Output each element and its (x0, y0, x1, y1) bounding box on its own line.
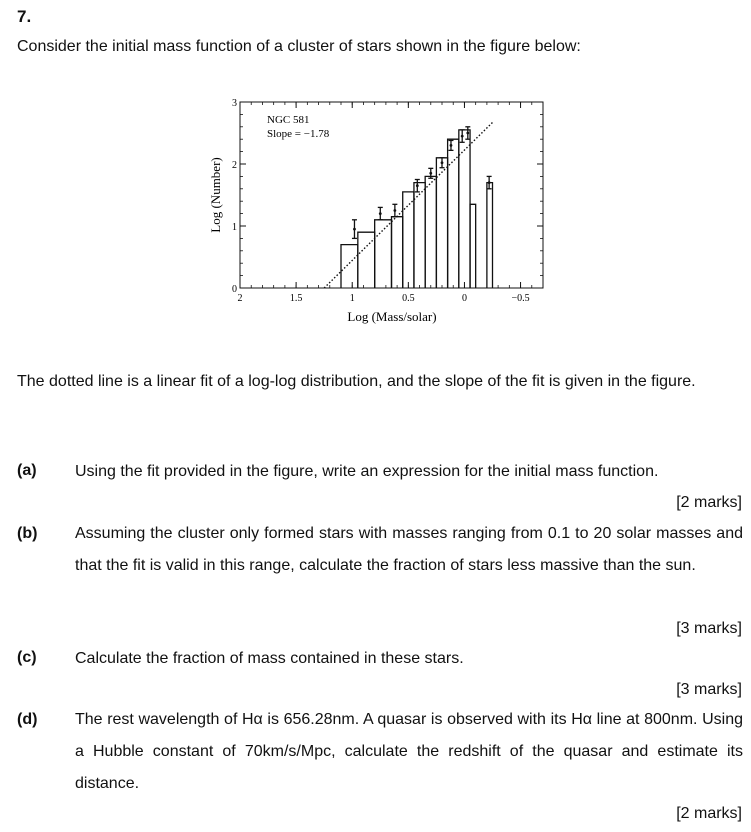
fit-description: The dotted line is a linear fit of a log-log distribution, and the slope of the fit is given in the figure. (17, 373, 696, 390)
histogram-bin (448, 139, 459, 288)
histogram-bin (341, 245, 358, 288)
y-tick-label: 0 (232, 284, 237, 295)
y-tick-label: 3 (232, 98, 237, 109)
part-label-b: (b) (17, 525, 38, 542)
histogram-bin (425, 176, 436, 288)
data-point (393, 209, 396, 212)
y-tick-label: 1 (232, 222, 237, 233)
part-marks-b: [3 marks] (676, 620, 742, 637)
histogram-bin (414, 183, 425, 288)
part-label-c: (c) (17, 649, 37, 666)
x-axis-label: Log (Mass/solar) (347, 309, 437, 324)
x-tick-label: 0.5 (402, 293, 415, 304)
part-marks-a: [2 marks] (676, 494, 742, 511)
fit-line (324, 122, 492, 288)
histogram-bin (470, 204, 476, 288)
histogram-bin (436, 158, 447, 288)
part-text-b: Assuming the cluster only formed stars with masses ranging from 0.1 to 20 solar masses and that the fit is valid in this range, calculate the fraction of stars less massive than the sun. (75, 525, 743, 574)
x-tick-label: 0 (461, 293, 467, 304)
histogram-bin (487, 183, 493, 288)
data-point (466, 132, 469, 135)
y-axis-label: Log (Number) (208, 157, 223, 233)
data-point (441, 161, 444, 164)
histogram-bin (459, 130, 470, 288)
chart-title: NGC 581 (267, 114, 310, 126)
y-tick-label: 2 (232, 160, 237, 171)
histogram-bin (375, 220, 392, 288)
histogram-bin (392, 217, 403, 288)
part-text-c: Calculate the fraction of mass contained in these stars. (75, 650, 464, 667)
data-point (461, 135, 464, 138)
x-tick-label: −0.5 (511, 293, 530, 304)
intro-text: Consider the initial mass function of a cluster of stars shown in the figure below: (17, 38, 581, 55)
x-tick-label: 1.5 (289, 293, 303, 304)
part-label-a: (a) (17, 462, 37, 479)
part-text-d: The rest wavelength of Hα is 656.28nm. A quasar is observed with its Hα line at 800nm. Using a Hubble constant of 70km/s/Mpc, calculate the redshift of the quasar and estimate its distance. (75, 711, 743, 792)
data-point (429, 172, 432, 175)
data-point (488, 181, 491, 184)
chart-histogram (341, 130, 493, 288)
data-point (379, 212, 382, 215)
x-tick-label: 1 (349, 293, 355, 304)
x-tick-label: 2 (237, 293, 243, 304)
part-label-d: (d) (17, 711, 38, 728)
data-point (416, 184, 419, 187)
histogram-bin (403, 192, 414, 288)
question-number: 7. (17, 7, 32, 26)
part-marks-d: [2 marks] (676, 805, 742, 822)
data-point (450, 144, 453, 147)
imf-chart (200, 92, 560, 332)
chart-slope-annotation: Slope = −1.78 (267, 128, 330, 140)
chart-fit (324, 122, 492, 288)
part-marks-c: [3 marks] (676, 681, 742, 698)
data-point (353, 228, 356, 231)
part-text-a: Using the fit provided in the figure, write an expression for the initial mass function. (75, 463, 659, 480)
